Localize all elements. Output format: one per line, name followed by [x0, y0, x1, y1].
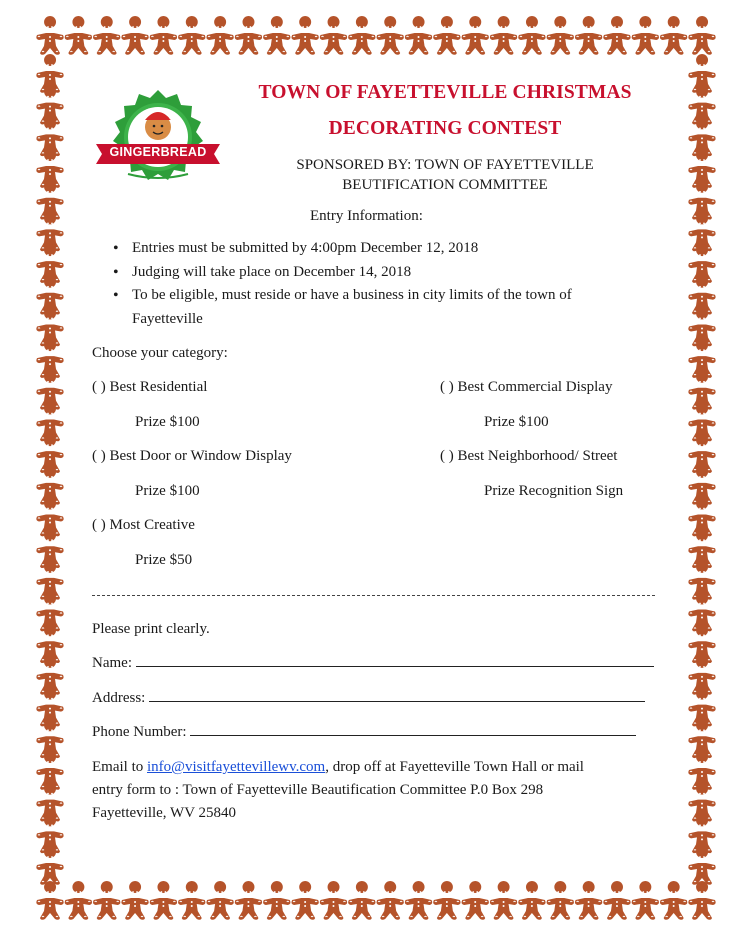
gingerbread-icon	[65, 881, 92, 920]
phone-field[interactable]	[190, 721, 636, 736]
gingerbread-icon	[348, 881, 375, 920]
bullet-item: • Entries must be submitted by 4:00pm December 12, 2018	[110, 237, 670, 261]
email-prefix: Email to	[92, 759, 147, 775]
gingerbread-icon	[490, 16, 517, 55]
gingerbread-icon	[263, 16, 290, 55]
gingerbread-icon	[660, 881, 687, 920]
gingerbread-icon	[320, 881, 347, 920]
name-label: Name:	[92, 655, 132, 671]
gingerbread-icon	[462, 16, 489, 55]
gingerbread-icon	[235, 16, 262, 55]
prize-most-creative: Prize $50	[135, 552, 193, 568]
title-line-1: TOWN OF FAYETTEVILLE CHRISTMAS	[258, 82, 632, 103]
address-field[interactable]	[149, 687, 645, 702]
gingerbread-icon	[36, 881, 63, 920]
gingerbread-icon	[121, 881, 148, 920]
gingerbread-icon	[93, 881, 120, 920]
option-best-residential[interactable]: ( ) Best Residential	[92, 379, 208, 395]
phone-label: Phone Number:	[92, 724, 187, 740]
option-best-door-window[interactable]: ( ) Best Door or Window Display	[92, 448, 292, 464]
footer-line-3: Fayetteville, WV 25840	[92, 805, 237, 821]
gingerbread-icon	[405, 16, 432, 55]
gingerbread-icon	[150, 16, 177, 55]
logo-text: GINGERBREAD	[109, 145, 207, 159]
gingerbread-icon	[547, 16, 574, 55]
gingerbread-icon	[178, 16, 205, 55]
name-row	[92, 651, 658, 675]
gingerbread-icon	[632, 881, 659, 920]
gingerbread-icon	[490, 881, 517, 920]
bullet-item: • To be eligible, must reside or have a business in city limits of the town of	[110, 284, 670, 308]
gingerbread-icon	[320, 16, 347, 55]
gingerbread-icon	[65, 16, 92, 55]
gingerbread-icon	[235, 881, 262, 920]
entry-bullets	[110, 237, 670, 331]
gingerbread-icon	[462, 881, 489, 920]
gingerbread-icon	[291, 16, 318, 55]
gingerbread-icon	[263, 881, 290, 920]
gingerbread-icon	[575, 881, 602, 920]
option-best-neighborhood[interactable]: ( ) Best Neighborhood/ Street	[440, 448, 618, 464]
dashed-separator	[92, 595, 655, 596]
gingerbread-icon	[348, 16, 375, 55]
gingerbread-icon	[660, 16, 687, 55]
option-most-creative[interactable]: ( ) Most Creative	[92, 517, 195, 533]
gingerbread-icon	[632, 16, 659, 55]
gingerbread-icon	[291, 881, 318, 920]
gingerbread-icon	[150, 881, 177, 920]
footer-line-2: entry form to : Town of Fayetteville Beautification Committee P.0 Box 298	[92, 782, 544, 798]
gingerbread-logo	[88, 82, 228, 207]
address-label: Address:	[92, 690, 146, 706]
gingerbread-icon	[688, 16, 715, 55]
email-suffix: , drop off at Fayetteville Town Hall or mail	[325, 759, 584, 775]
gingerbread-icon	[575, 16, 602, 55]
gingerbread-icon	[603, 881, 630, 920]
gingerbread-icon	[178, 881, 205, 920]
gingerbread-icon	[433, 881, 460, 920]
entry-heading: Entry Information:	[310, 208, 423, 224]
gingerbread-icon	[93, 16, 120, 55]
option-best-commercial[interactable]: ( ) Best Commercial Display	[440, 379, 613, 395]
sponsor-line-2: BEUTIFICATION COMMITTEE	[342, 177, 548, 193]
prize-best-door-window: Prize $100	[135, 483, 200, 499]
gingerbread-icon	[518, 16, 545, 55]
name-field[interactable]	[136, 652, 654, 667]
gingerbread-icon	[377, 16, 404, 55]
print-instruction: Please print clearly.	[92, 621, 210, 637]
title-line-2: DECORATING CONTEST	[328, 118, 562, 139]
phone-row	[92, 720, 658, 744]
gingerbread-icon	[405, 881, 432, 920]
bullet-continuation: Fayetteville	[132, 310, 203, 327]
gingerbread-icon	[206, 16, 233, 55]
prize-best-residential: Prize $100	[135, 414, 200, 430]
category-heading: Choose your category:	[92, 345, 228, 361]
gingerbread-icon	[433, 16, 460, 55]
prize-best-neighborhood: Prize Recognition Sign	[484, 483, 624, 499]
address-row	[92, 686, 658, 710]
gingerbread-icon	[688, 881, 715, 920]
gingerbread-icon	[206, 881, 233, 920]
gingerbread-icon	[603, 16, 630, 55]
gingerbread-icon	[377, 881, 404, 920]
sponsor-line-1: SPONSORED BY: TOWN OF FAYETTEVILLE	[296, 157, 594, 173]
gingerbread-icon	[121, 16, 148, 55]
gingerbread-icon	[518, 881, 545, 920]
email-link[interactable]: info@visitfayettevillewv.com	[147, 759, 326, 775]
prize-best-commercial: Prize $100	[484, 414, 549, 430]
footer-line-1	[92, 755, 662, 779]
gingerbread-icon	[36, 16, 63, 55]
bullet-item: • Judging will take place on December 14, 2018	[110, 261, 670, 285]
gingerbread-icon	[547, 881, 574, 920]
